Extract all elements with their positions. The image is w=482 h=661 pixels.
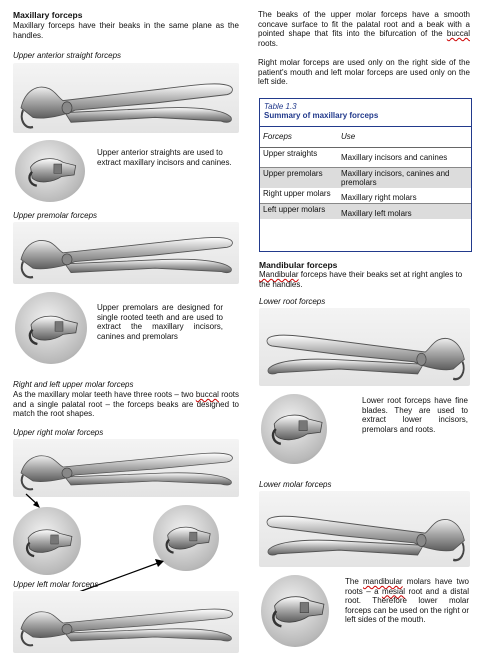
photo-upper-right-molar-forceps — [13, 439, 239, 497]
photo-upper-left-molar-forceps — [13, 591, 239, 653]
table-header-forceps: Forceps — [263, 132, 292, 141]
mandibular-intro: Mandibular forceps have their beaks set at right angles to the handles. — [259, 270, 463, 289]
table-header-row — [260, 131, 471, 148]
section-title-mandibular: Mandibular forceps — [259, 260, 338, 270]
desc-lower-root: Lower root forceps have fine blades. They are used to extract lower incisors, premolars and roots. — [362, 396, 468, 434]
closeup-right-molar-beak — [13, 507, 81, 575]
closeup-lower-molar-beak — [261, 575, 329, 647]
table-row: Upper straights Maxillary incisors and canines — [260, 148, 471, 168]
photo-lower-molar-forceps — [259, 491, 470, 567]
table-row: Upper premolars Maxillary incisors, canines and premolars — [260, 168, 471, 189]
caption-upper-right-molar: Upper right molar forceps — [13, 428, 104, 437]
desc-lower-molar: The mandibular molars have two roots – a mesial root and a distal root. Therefore lower molar forceps can be used on the right or left sides of the mouth. — [345, 577, 469, 625]
table-label: Table 1.3 — [264, 102, 297, 111]
photo-lower-root-forceps — [259, 308, 470, 386]
caption-lower-root: Lower root forceps — [259, 297, 326, 306]
caption-upper-left-molar: Upper left molar forceps — [13, 580, 99, 589]
table-title: Summary of maxillary forceps — [264, 111, 379, 120]
caption-upper-anterior: Upper anterior straight forceps — [13, 51, 122, 60]
right-left-usage-text: Right molar forceps are used only on the right side of the patient's mouth and left molar forceps are used only on the left side. — [258, 58, 470, 87]
section-title-maxillary: Maxillary forceps — [13, 10, 83, 20]
desc-upper-anterior: Upper anterior straights are used to extract maxillary incisors and canines. — [97, 148, 232, 167]
forceps-table — [260, 131, 471, 219]
maxillary-intro: Maxillary forceps have their beaks in the same plane as the handles. — [13, 21, 239, 40]
summary-table — [259, 98, 472, 252]
closeup-lower-root-beak — [261, 394, 327, 464]
table-row: Right upper molars Maxillary right molars — [260, 188, 471, 204]
closeup-upper-premolar-beak — [15, 292, 87, 364]
upper-molar-text: As the maxillary molar teeth have three roots – two buccal roots and a single palatal root – the forceps beaks are designed to match the root shapes. — [13, 390, 239, 419]
table-row: Left upper molars Maxillary left molars — [260, 204, 471, 220]
table-header-use: Use — [341, 132, 356, 141]
photo-upper-premolar-forceps — [13, 222, 239, 284]
closeup-upper-anterior-beak — [15, 140, 85, 202]
photo-upper-anterior-forceps — [13, 63, 239, 133]
heading-upper-molar: Right and left upper molar forceps — [13, 380, 134, 389]
caption-upper-premolar: Upper premolar forceps — [13, 211, 98, 220]
desc-upper-premolar: Upper premolars are designed for single rooted teeth and are used to extract the maxillary incisors, canines and premolars — [97, 303, 223, 341]
caption-lower-molar: Lower molar forceps — [259, 480, 332, 489]
upper-molar-beaks-text: The beaks of the upper molar forceps have a smooth concave surface to fit the palatal root and a beak with a pointed shape that fits into the bifurcation of the buccal roots. — [258, 10, 470, 48]
